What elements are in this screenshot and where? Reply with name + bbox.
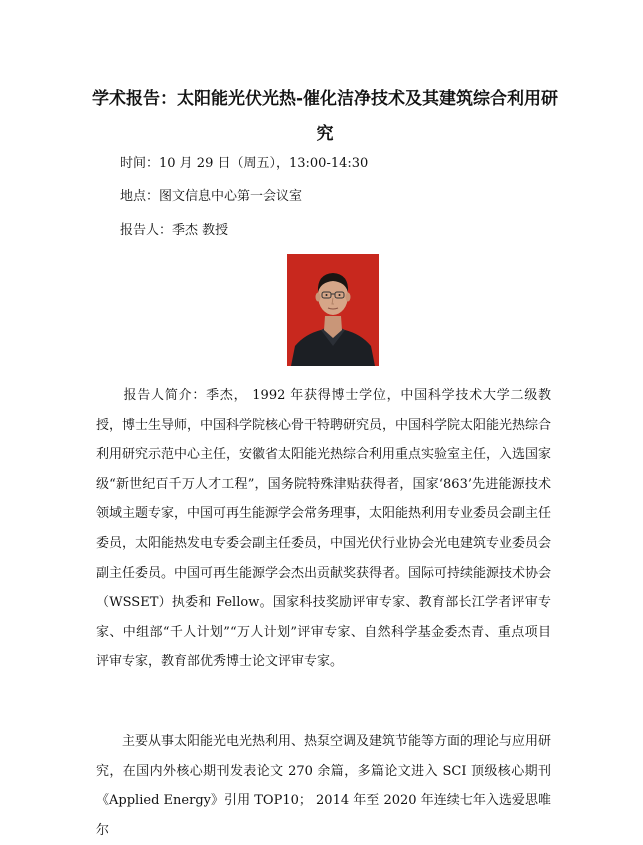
speaker-biography: 报告人简介：季杰， 1992 年获得博士学位，中国科学技术大学二级教授，博士生导师，中国科学院核心骨干特聘研究员，中国科学院太阳能光热综合利用研究示范中心主任，安徽省太阳能光热综合利用重点实验室主任，入选国家级“新世纪百千万人才工程”，国务院特殊津贴获得者，国家‘863’先进能源技术领域主题专家，中国可再生能源学会常务理事，太阳能热利用专业委员会副主任委员，太阳能热发电专委会副主任委员，中国光伏行业协会光电建筑专业委员会副主任委员。中国可再生能源学会杰出贡献奖获得者。国际可持续能源技术协会（WSSET）执委和 Fellow。国家科技奖励评审专家、教育部长江学者评审专家、中组部“千人计划”“万人计划”评审专家、自然科学基金委杰青、重点项目评审专家，教育部优秀博士论文评审专家。 — [96, 388, 552, 670]
research-description: 主要从事太阳能光电光热利用、热泵空调及建筑节能等方面的理论与应用研究，在国内外核心期刊发表论文 270 余篇，多篇论文进入 SCI 顶级核心期刊《Applied Energy》引用 TOP10； 2014 年至 2020 年连续七年入选爱思唯尔 — [96, 734, 552, 838]
speaker-portrait — [287, 254, 379, 366]
report-location: 地点：图文信息中心第一会议室 — [120, 189, 303, 204]
report-title: 学术报告：太阳能光伏光热-催化洁净技术及其建筑综合利用研究 — [91, 89, 559, 144]
report-speaker: 报告人：季杰 教授 — [120, 223, 229, 238]
portrait-illustration — [287, 254, 379, 366]
report-time: 时间：10 月 29 日（周五），13:00-14:30 — [120, 156, 369, 171]
